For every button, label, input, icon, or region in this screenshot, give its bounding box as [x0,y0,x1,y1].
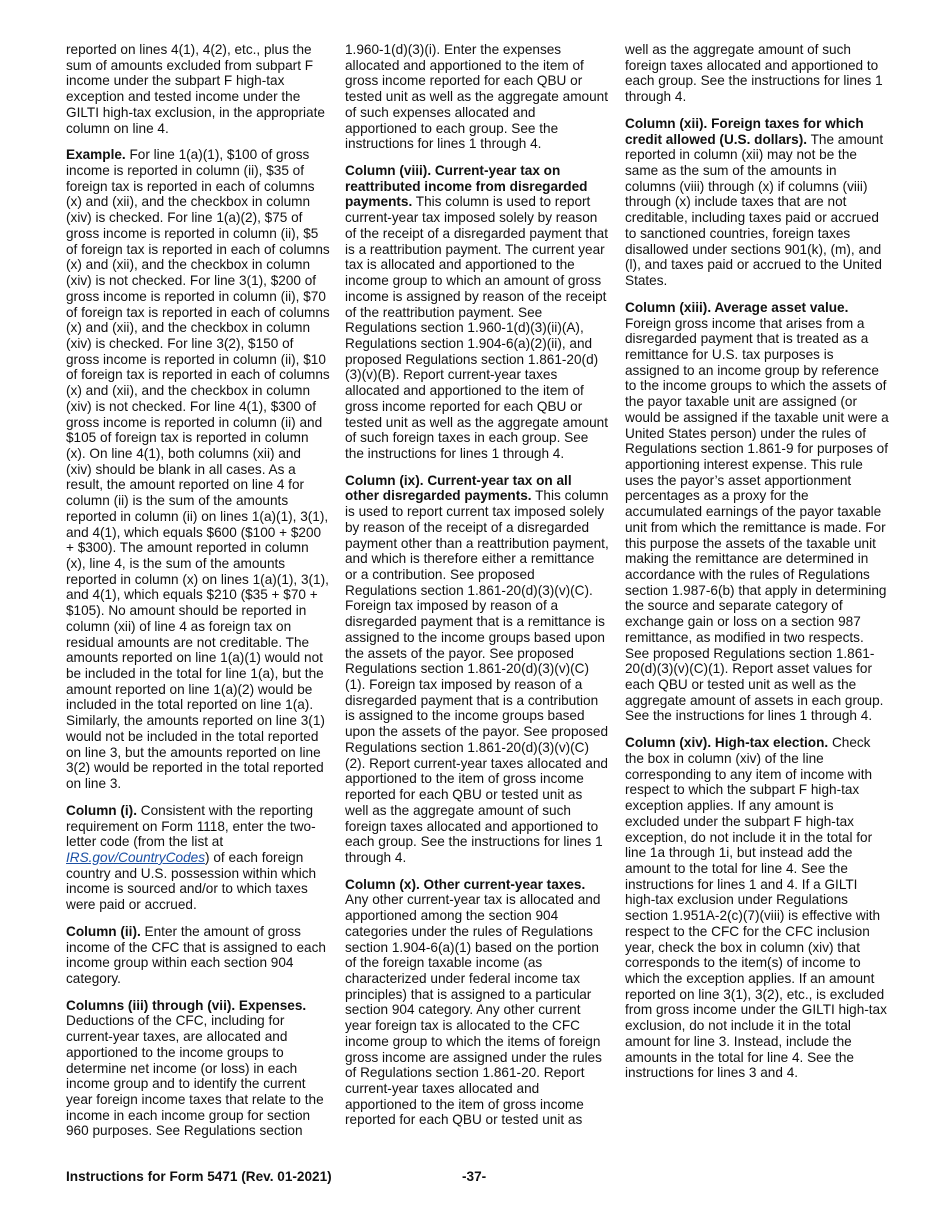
paragraph-column-ix: Column (ix). Current-year tax on all other disregarded payments. This column is used to report current tax imposed solely by reason of the receipt of a disregarded payment other than a reattribution payment, and which is therefore either a remittance or a contribution. See proposed Regulations section 1.861-20(d)(3)(v)(C). Foreign tax imposed by reason of a disregarded payment that is a remittance is assigned to the income groups based upon the assets of the payor. See proposed Regulations section 1.861-20(d)(3)(v)(C)(1). Foreign tax imposed by reason of a disregarded payment that is a contribution is assigned to the income groups based upon the assets of the payor. See proposed Regulations section 1.861-20(d)(3)(v)(C)(2). Report current-year taxes allocated and apportioned to the item of gross income reported for each QBU or tested unit as well as the aggregate amount of such foreign taxes allocated and apportioned to each group. See the instructions for lines 1 through 4. [345,472,609,865]
paragraph-column-i: Column (i). Consistent with the reporting requirement on Form 1118, enter the two-letter code (from the list at IRS.gov/CountryCodes) of each foreign country and U.S. possession within which income is sourced and/or to which taxes were paid or accrued. [66,802,317,913]
paragraph-column-xiii: Column (xiii). Average asset value. Foreign gross income that arises from a disregarded payment that is treated as a remittance for U.S. tax purposes is assigned to an income group by reference to the income groups to which the assets of the payor taxable unit are assigned (or would be assigned if the taxable unit were a United States person) under the rules of Regulations section 1.861-9 for purposes of apportioning interest expense. This rule uses the payor’s asset apportionment percentages as a proxy for the accumulated earnings of the payor taxable unit from which the remittance is made. For this purpose the assets of the taxable unit making the remittance are determined in accordance with the rules of Regulations section 1.987-6(b) that apply in determining the source and separate category of exchange gain or loss on a section 987 remittance, as modified in two respects. See proposed Regulations section 1.861-20(d)(3)(v)(C)(1). Report asset values for each QBU or tested unit as well as the aggregate amount of assets in each group. See the instructions for lines 1 through 4. [625,299,889,724]
column-xiv-heading: Column (xiv). High-tax election. [625,735,829,751]
paragraph-column-xii: Column (xii). Foreign taxes for which credit allowed (U.S. dollars). The amount reported in column (xii) may not be the same as the sum of the amounts in columns (viii) through (x) if columns (viii) through (x) include taxes that are not creditable, including taxes paid or accrued to sanctioned countries, foreign taxes disallowed under sections 901(k), (m), and (l), and taxes paid or accrued to the United States. [625,115,884,289]
paragraph-example: Example. For line 1(a)(1), $100 of gross income is reported in column (ii), $35 of foreign tax is reported in each of columns (x) and (xii), and the checkbox in column (xiv) is checked. For line 1(a)(2), $75 of gross income is reported in column (ii), $5 of foreign tax is reported in each of columns (x) and (xii), and the checkbox in column (xiv) is not checked. For line 3(1), $200 of gross income is reported in column (ii), $70 of foreign tax is reported in each of columns (x) and (xii), and the checkbox in column (xiv) is checked. For line 3(2), $150 of gross income is reported in column (ii), $10 of foreign tax is reported in each of columns (x) and (xii), and the checkbox in column (xiv) is not checked. For line 4(1), $300 of gross income is reported in column (ii) and $105 of foreign tax is reported in column (x). On line 4(1), both columns (xii) and (xiv) should be blank in all cases. As a result, the amount reported on line 4 for column (ii) is the sum of the amounts reported in column (ii) on lines 1(a)(1), 3(1), and 4(1), which equals $600 ($100 + $200 + $300). The amount reported in column (x), line 4, is the sum of the amounts reported in column (x) on lines 1(a)(1), 3(1), and 4(1), which equals $210 ($35 + $70 + $105). No amount should be reported in column (xii) of line 4 as foreign tax on residual amounts are not creditable. The amounts reported on line 1(a)(1) would not be included in the total for line 1(a), but the amount reported on line 1(a)(2) would be included in the total reported on line 1(a). Similarly, the amounts reported on line 3(1) would not be included in the total reported on line 3, but the amounts reported on line 3(2) would be reported in the total reported on line 3. [66,147,330,792]
paragraph-continued: 1.960-1(d)(3)(i). Enter the expenses allocated and apportioned to the item of gross income reported for each QBU or tested unit as well as the aggregate amount of such expenses allocated and apportioned to each group. See the instructions for lines 1 through 4. [345,42,608,152]
column-xii-heading: Column (xii). Foreign taxes for which credit allowed (U.S. dollars). [625,115,864,147]
paragraph-continued: reported on lines 4(1), 4(2), etc., plus the sum of amounts excluded from subpart F income under the subpart F high-tax exception and tested income under the GILTI high-tax exclusion, in the appropriate column on line 4. [66,42,325,136]
footer-page-number: -37- [462,1169,487,1184]
paragraph-column-ii: Column (ii). Enter the amount of gross income of the CFC that is assigned to each income group within each section 904 category. [66,923,326,986]
irs-country-codes-link[interactable]: IRS.gov/CountryCodes [66,849,206,865]
column-viii-heading: Column (viii). Current-year tax on reattributed income from disregarded payments. [345,163,588,210]
footer-form-title: Instructions for Form 5471 (Rev. 01-2021) [66,1169,332,1184]
column-ix-heading: Column (ix). Current-year tax on all other disregarded payments. [345,472,572,504]
column-ii-heading: Column (ii). [66,923,141,939]
column-3 [625,42,889,1092]
paragraph-continued: well as the aggregate amount of such foreign taxes allocated and apportioned to each group. See the instructions for lines 1 through 4. [625,42,883,105]
example-heading: Example. [66,147,126,163]
columns-iii-vii-heading: Columns (iii) through (vii). Expenses. [66,997,307,1013]
paragraph-column-xiv: Column (xiv). High-tax election. Check the box in column (xiv) of the line corresponding to any item of income with respect to which the subpart F high-tax exception applies. If any amount is excluded under the subpart F high-tax exception, do not include it in the total for line 1a through 1i, but instead add the amount to the total for line 4. See the instructions for lines 1 and 4. If a GILTI high-tax exclusion under Regulations section 1.951A-2(c)(7)(viii) is effective with respect to the CFC for the CFC inclusion year, check the box in column (xiv) that corresponds to the item(s) of income to which the exception applies. If an amount reported on line 3(1), 3(2), etc., is excluded from gross income under the GILTI high-tax exclusion, do not include it in the total amount for line 3. Instead, include the amounts in the total for line 4. See the instructions for lines 3 and 4. [625,735,887,1081]
paragraph-column-viii: Column (viii). Current-year tax on reattributed income from disregarded payments. This column is used to report current-year tax imposed solely by reason of the receipt of a disregarded payment that is a reattribution payment. The current year tax is allocated and apportioned to the income group to which an amount of gross income is assigned by reason of the receipt of the reattribution payment. See Regulations section 1.960-1(d)(3)(ii)(A), Regulations section 1.904-6(a)(2)(ii), and proposed Regulations section 1.861-20(d)(3)(v)(B). Report current-year taxes allocated and apportioned to the item of gross income reported for each QBU or tested unit as well as the aggregate amount of such foreign taxes in each group. See the instructions for lines 1 through 4. [345,163,608,461]
column-i-heading: Column (i). [66,802,137,818]
column-xiii-heading: Column (xiii). Average asset value. [625,299,849,315]
column-1 [66,42,330,1150]
paragraph-column-x: Column (x). Other current-year taxes. Any other current-year tax is allocated and apportioned among the section 904 categories under the rules of Regulations section 1.904-6(a)(1) based on the portion of the foreign taxable income (as characterized under federal income tax principles) that is assigned to a particular section 904 category. Any other current year foreign tax is allocated to the CFC income group to which the items of foreign gross income are assigned under the rules of Regulations section 1.861-20. Report current-year taxes allocated and apportioned to the item of gross income reported for each QBU or tested unit as [345,876,602,1128]
column-2 [345,42,609,1139]
paragraph-columns-iii-vii: Columns (iii) through (vii). Expenses. Deductions of the CFC, including for current-year taxes, are allocated and apportioned to the income groups to determine net income (or loss) in each income group and to identify the current year foreign income taxes that relate to the income in each income group for section 960 purposes. See Regulations section [66,997,324,1139]
column-x-heading: Column (x). Other current-year taxes. [345,876,586,892]
